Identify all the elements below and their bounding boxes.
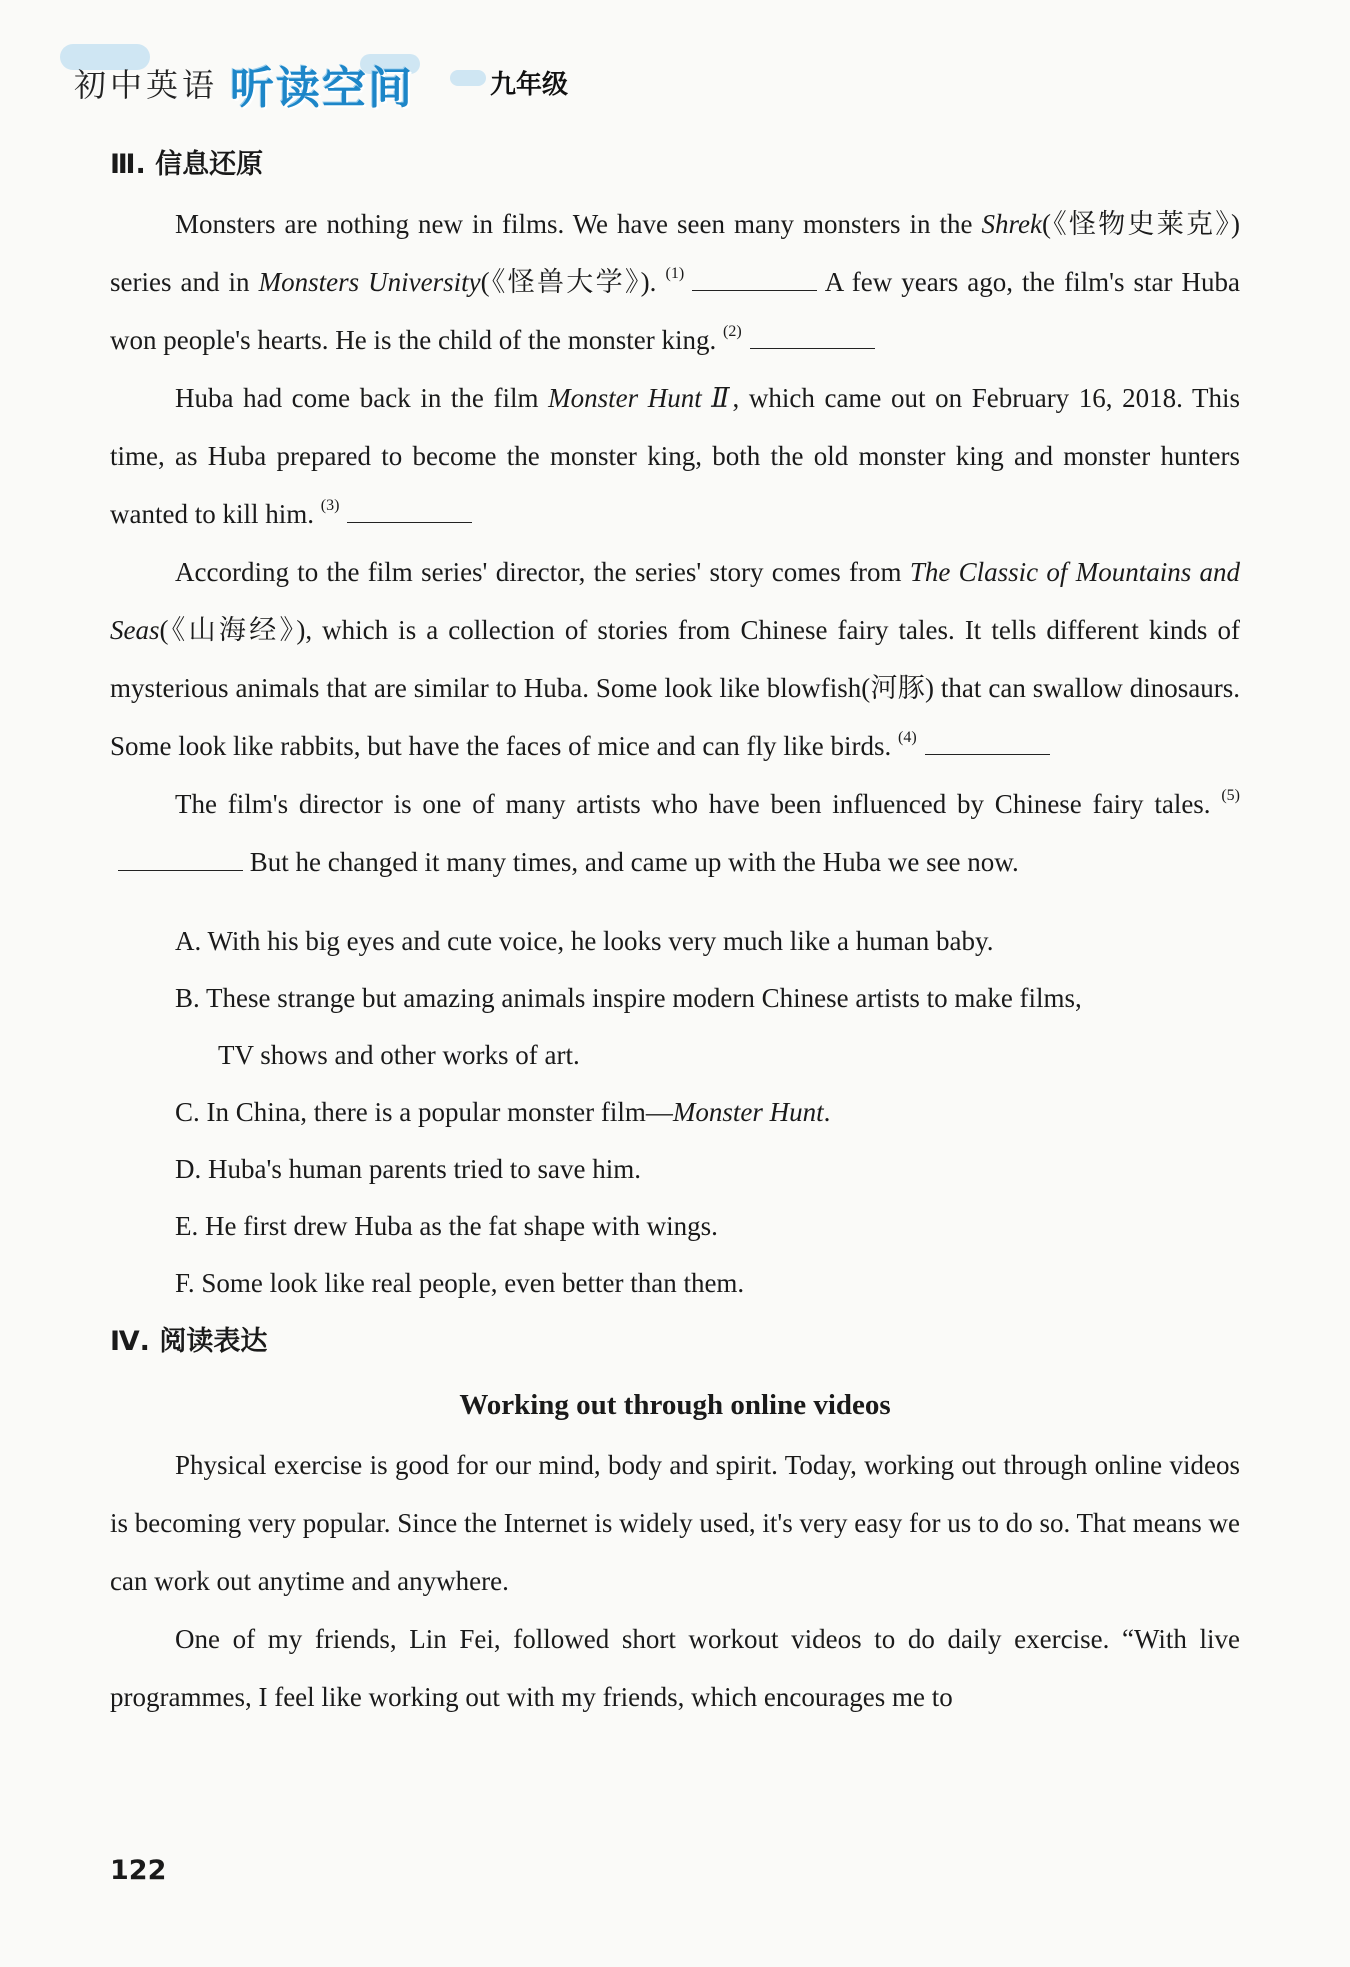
option-b-continued: TV shows and other works of art.	[218, 1040, 580, 1070]
cloud-decoration	[450, 70, 486, 86]
page-content	[110, 135, 1240, 1726]
series-title: 初中英语	[74, 66, 219, 104]
text: According to the film series' director, the series' story comes from	[175, 557, 910, 587]
section-heading-4: Ⅳ. 阅读表达	[110, 1326, 268, 1357]
option-c	[175, 1084, 1240, 1141]
paragraph	[110, 543, 1240, 775]
answer-blank[interactable]	[925, 728, 1050, 755]
blank-number: (5)	[1221, 787, 1240, 804]
option-f: F. Some look like real people, even better than them.	[175, 1268, 745, 1298]
book-title: The Classic of Mountains and Seas	[110, 557, 1240, 645]
option-a: A. With his big eyes and cute voice, he looks very much like a human baby.	[175, 926, 994, 956]
option-e: E. He first drew Huba as the fat shape with wings.	[175, 1211, 718, 1241]
paragraph	[110, 195, 1240, 369]
options-list	[110, 913, 1240, 1312]
text: (《怪兽大学》).	[480, 267, 666, 297]
brand-logo: 听读空间	[230, 63, 414, 114]
answer-blank[interactable]	[347, 496, 472, 523]
blank-number: (4)	[898, 729, 917, 746]
grade-label: 九年级	[490, 70, 569, 100]
blank-number: (2)	[722, 323, 742, 340]
paragraph	[110, 369, 1240, 543]
blank-number: (1)	[665, 265, 685, 282]
text: Monsters are nothing new in films. We have seen many monsters in the	[175, 209, 982, 239]
text: C. In China, there is a popular monster film—	[175, 1097, 673, 1127]
page-header	[60, 40, 620, 120]
text: A few years ago, the film's star Huba won people's hearts. He is the child of the monster king.	[110, 267, 1241, 355]
film-title: Monster Hunt Ⅱ	[548, 383, 733, 413]
blank-number: (3)	[320, 497, 340, 514]
text: (《怪物史莱克》) series and in	[110, 209, 1240, 297]
option-b: B. These strange but amazing animals inspire modern Chinese artists to make films,	[175, 983, 1082, 1013]
film-title: Monster Hunt	[672, 1097, 824, 1127]
text: , which came out on February 16, 2018. This time, as Huba prepared to become the monster king, both the old monster king and monster hunters wanted to kill him.	[110, 383, 1241, 529]
text: The film's director is one of many artists who have been influenced by Chinese fairy tales.	[175, 789, 1222, 819]
answer-blank[interactable]	[750, 322, 875, 349]
film-title: Shrek	[981, 209, 1042, 239]
answer-blank[interactable]	[118, 844, 243, 871]
text: (《山海经》), which is a collection of stories from Chinese fairy tales. It tells different kinds of mysterious animals that are similar to Huba. Some look like blowfish(河豚) that can swallow dinosaurs. Some look like rabbits, but have the faces of mice and can fly like birds.	[110, 615, 1240, 761]
article-title: Working out through online videos	[459, 1389, 891, 1421]
film-title: Monsters University	[258, 267, 481, 297]
text: But he changed it many times, and came up with the Huba we see now.	[243, 847, 1019, 877]
paragraph	[110, 775, 1240, 891]
section-heading-3: Ⅲ. 信息还原	[110, 149, 264, 180]
text: Huba had come back in the film	[175, 383, 549, 413]
page-number: 122	[110, 1855, 167, 1886]
paragraph: One of my friends, Lin Fei, followed short workout videos to do daily exercise. “With live programmes, I feel like working out with my friends, which encourages me to	[110, 1624, 1240, 1712]
option-d: D. Huba's human parents tried to save him.	[175, 1154, 642, 1184]
answer-blank[interactable]	[692, 264, 817, 291]
paragraph: Physical exercise is good for our mind, body and spirit. Today, working out through online videos is becoming very popular. Since the Internet is widely used, it's very easy for us to do so. That means we can work out anytime and anywhere.	[110, 1450, 1240, 1596]
text: .	[823, 1097, 831, 1127]
